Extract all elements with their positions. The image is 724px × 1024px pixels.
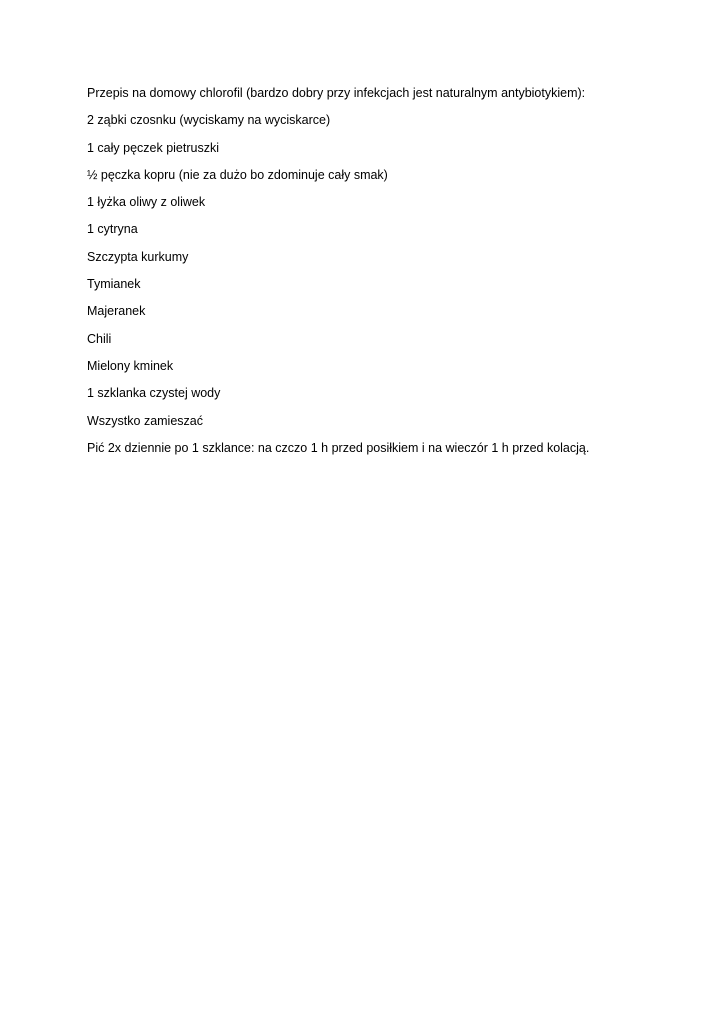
- ingredient-line: 2 ząbki czosnku (wyciskamy na wyciskarce): [87, 113, 331, 128]
- ingredient-line: Majeranek: [87, 304, 146, 319]
- ingredient-line: 1 cały pęczek pietruszki: [87, 140, 220, 155]
- ingredient-line: Szczypta kurkumy: [87, 249, 189, 264]
- ingredient-line: ½ pęczka kopru (nie za dużo bo zdominuje cały smak): [87, 167, 388, 182]
- mix-instruction: Wszystko zamieszać: [87, 413, 203, 428]
- ingredient-line: 1 łyżka oliwy z oliwek: [87, 195, 206, 210]
- recipe-title: Przepis na domowy chlorofil (bardzo dobry przy infekcjach jest naturalnym antybiotykiem):: [87, 86, 586, 100]
- ingredient-line: 1 szklanka czystej wody: [87, 386, 221, 401]
- dosage-instruction: Pić 2x dziennie po 1 szklance: na czczo 1 h przed posiłkiem i na wieczór 1 h przed kolacją.: [87, 440, 590, 455]
- ingredient-line: Tymianek: [87, 277, 141, 292]
- document-body: [87, 85, 687, 467]
- ingredient-line: 1 cytryna: [87, 222, 138, 237]
- ingredient-line: Mielony kminek: [87, 358, 174, 373]
- ingredient-line: Chili: [87, 331, 112, 346]
